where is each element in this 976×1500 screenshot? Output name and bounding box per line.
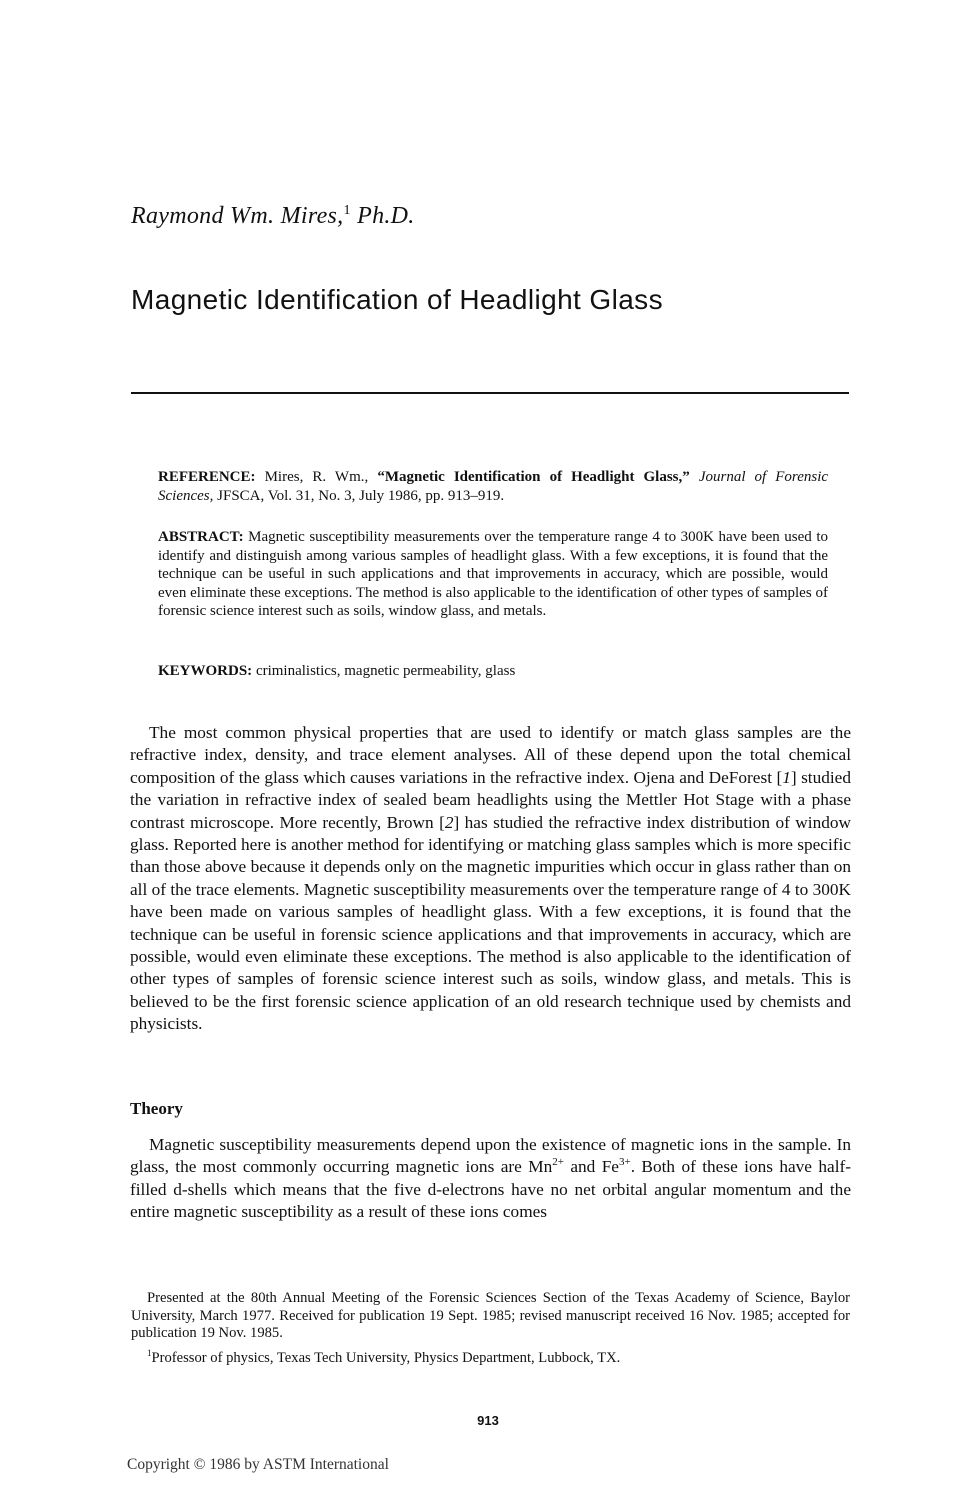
theory-paragraph <box>130 1134 851 1224</box>
footnote-presented <box>131 1290 850 1343</box>
theory-text-mid: and Fe <box>563 1157 619 1177</box>
copyright-notice: Copyright © 1986 by ASTM International <box>127 1456 389 1473</box>
theory-text-1: Magnetic susceptibility measurements depend upon the existence of magnetic ions in the sample. In glass, the most commonly occurring magnetic ions are Mn <box>130 1135 851 1177</box>
reference-block <box>158 468 828 505</box>
intro-text-2: ] studied the variation in refractive index of sealed beam headlights using the Mettler Hot Stage with a phase contrast microscope. More recently, Brown [ <box>130 767 851 832</box>
theory-heading: Theory <box>130 1099 183 1118</box>
fe-charge: 3+ <box>618 1156 631 1169</box>
mn-charge: 2+ <box>552 1156 564 1169</box>
theory-text-2: . Both of these ions have half-filled d-shells which means that the five d-electrons have no net orbital angular momentum and the entire magnetic susceptibility as a result of these ions comes <box>130 1157 852 1222</box>
footnote-presented-text: Presented at the 80th Annual Meeting of the Forensic Sciences Section of the Texas Academy of Science, Baylor University, March 1977. Received for publication 19 Sept. 1985; revised manuscript received 16 Nov. 1985; accepted for publication 19 Nov. 1985. <box>131 1290 850 1342</box>
reference-label: REFERENCE: <box>158 469 256 485</box>
keywords-block <box>158 662 828 681</box>
citation-1: 1 <box>782 767 791 787</box>
abstract-block <box>158 528 828 621</box>
affiliation-mark: 1 <box>147 1348 152 1358</box>
author-footnote-mark: 1 <box>343 203 351 218</box>
title-divider <box>131 392 849 394</box>
reference-journal: Journal of Forensic Sciences, <box>158 469 829 504</box>
keywords-text: criminalistics, magnetic permeability, glass <box>255 663 516 679</box>
intro-section <box>130 722 851 1036</box>
reference-article-title: “Magnetic Identification of Headlight Glass,” <box>377 469 690 485</box>
footnote-affiliation <box>131 1345 850 1368</box>
theory-section <box>130 1134 851 1224</box>
reference-details: JFSCA, Vol. 31, No. 3, July 1986, pp. 913–919. <box>217 487 505 504</box>
article-title: Magnetic Identification of Headlight Glass <box>131 284 663 315</box>
reference-authors: Mires, R. Wm., <box>264 469 369 485</box>
citation-2: 2 <box>444 812 454 832</box>
author-name: Raymond Wm. Mires, <box>131 203 344 229</box>
intro-paragraph <box>130 722 851 1036</box>
footnote-affiliation-line <box>131 1345 850 1368</box>
author-degree: Ph.D. <box>357 203 415 229</box>
abstract-label: ABSTRACT: <box>158 529 244 545</box>
intro-text-1: The most common physical properties that are used to identify or match glass samples are the refractive index, density, and trace element analyses. All of these depend upon the total chemical composition of the glass which causes variations in the refractive index. Ojena and DeForest [ <box>130 723 851 787</box>
abstract-text: Magnetic susceptibility measurements over the temperature range 4 to 300K have been used to identify and distinguish among various samples of headlight glass. With a few exceptions, it is found that the technique can be useful in such applications and that improvements in accuracy, which are possible, would even eliminate these exceptions. The method is also applicable to the identification of other types of samples of forensic science interest such as soils, window glass, and metals. <box>158 529 829 620</box>
affiliation-text: Professor of physics, Texas Tech University, Physics Department, Lubbock, TX. <box>151 1350 621 1366</box>
keywords-label: KEYWORDS: <box>158 663 253 679</box>
page-number: 913 <box>477 1413 499 1428</box>
intro-text-3: ] has studied the refractive index distribution of window glass. Reported here is another method for identifying or matching glass samples which is more specific than those above because it depends only on the magnetic impurities which occur in glass rather than on all of the trace elements. Magnetic susceptibility measurements over the temperature range of 4 to 300K have been made on various samples of headlight glass. With a few exceptions, it is found that the technique can be useful in forensic science applications and that improvements in accuracy, which are possible, would even eliminate these exceptions. The method is also applicable to the identification of other types of samples of forensic science interest such as soils, window glass, and metals. This is believed to be the first forensic science application of an old research technique used by chemists and physicists. <box>130 812 851 1034</box>
author-line <box>131 203 415 230</box>
